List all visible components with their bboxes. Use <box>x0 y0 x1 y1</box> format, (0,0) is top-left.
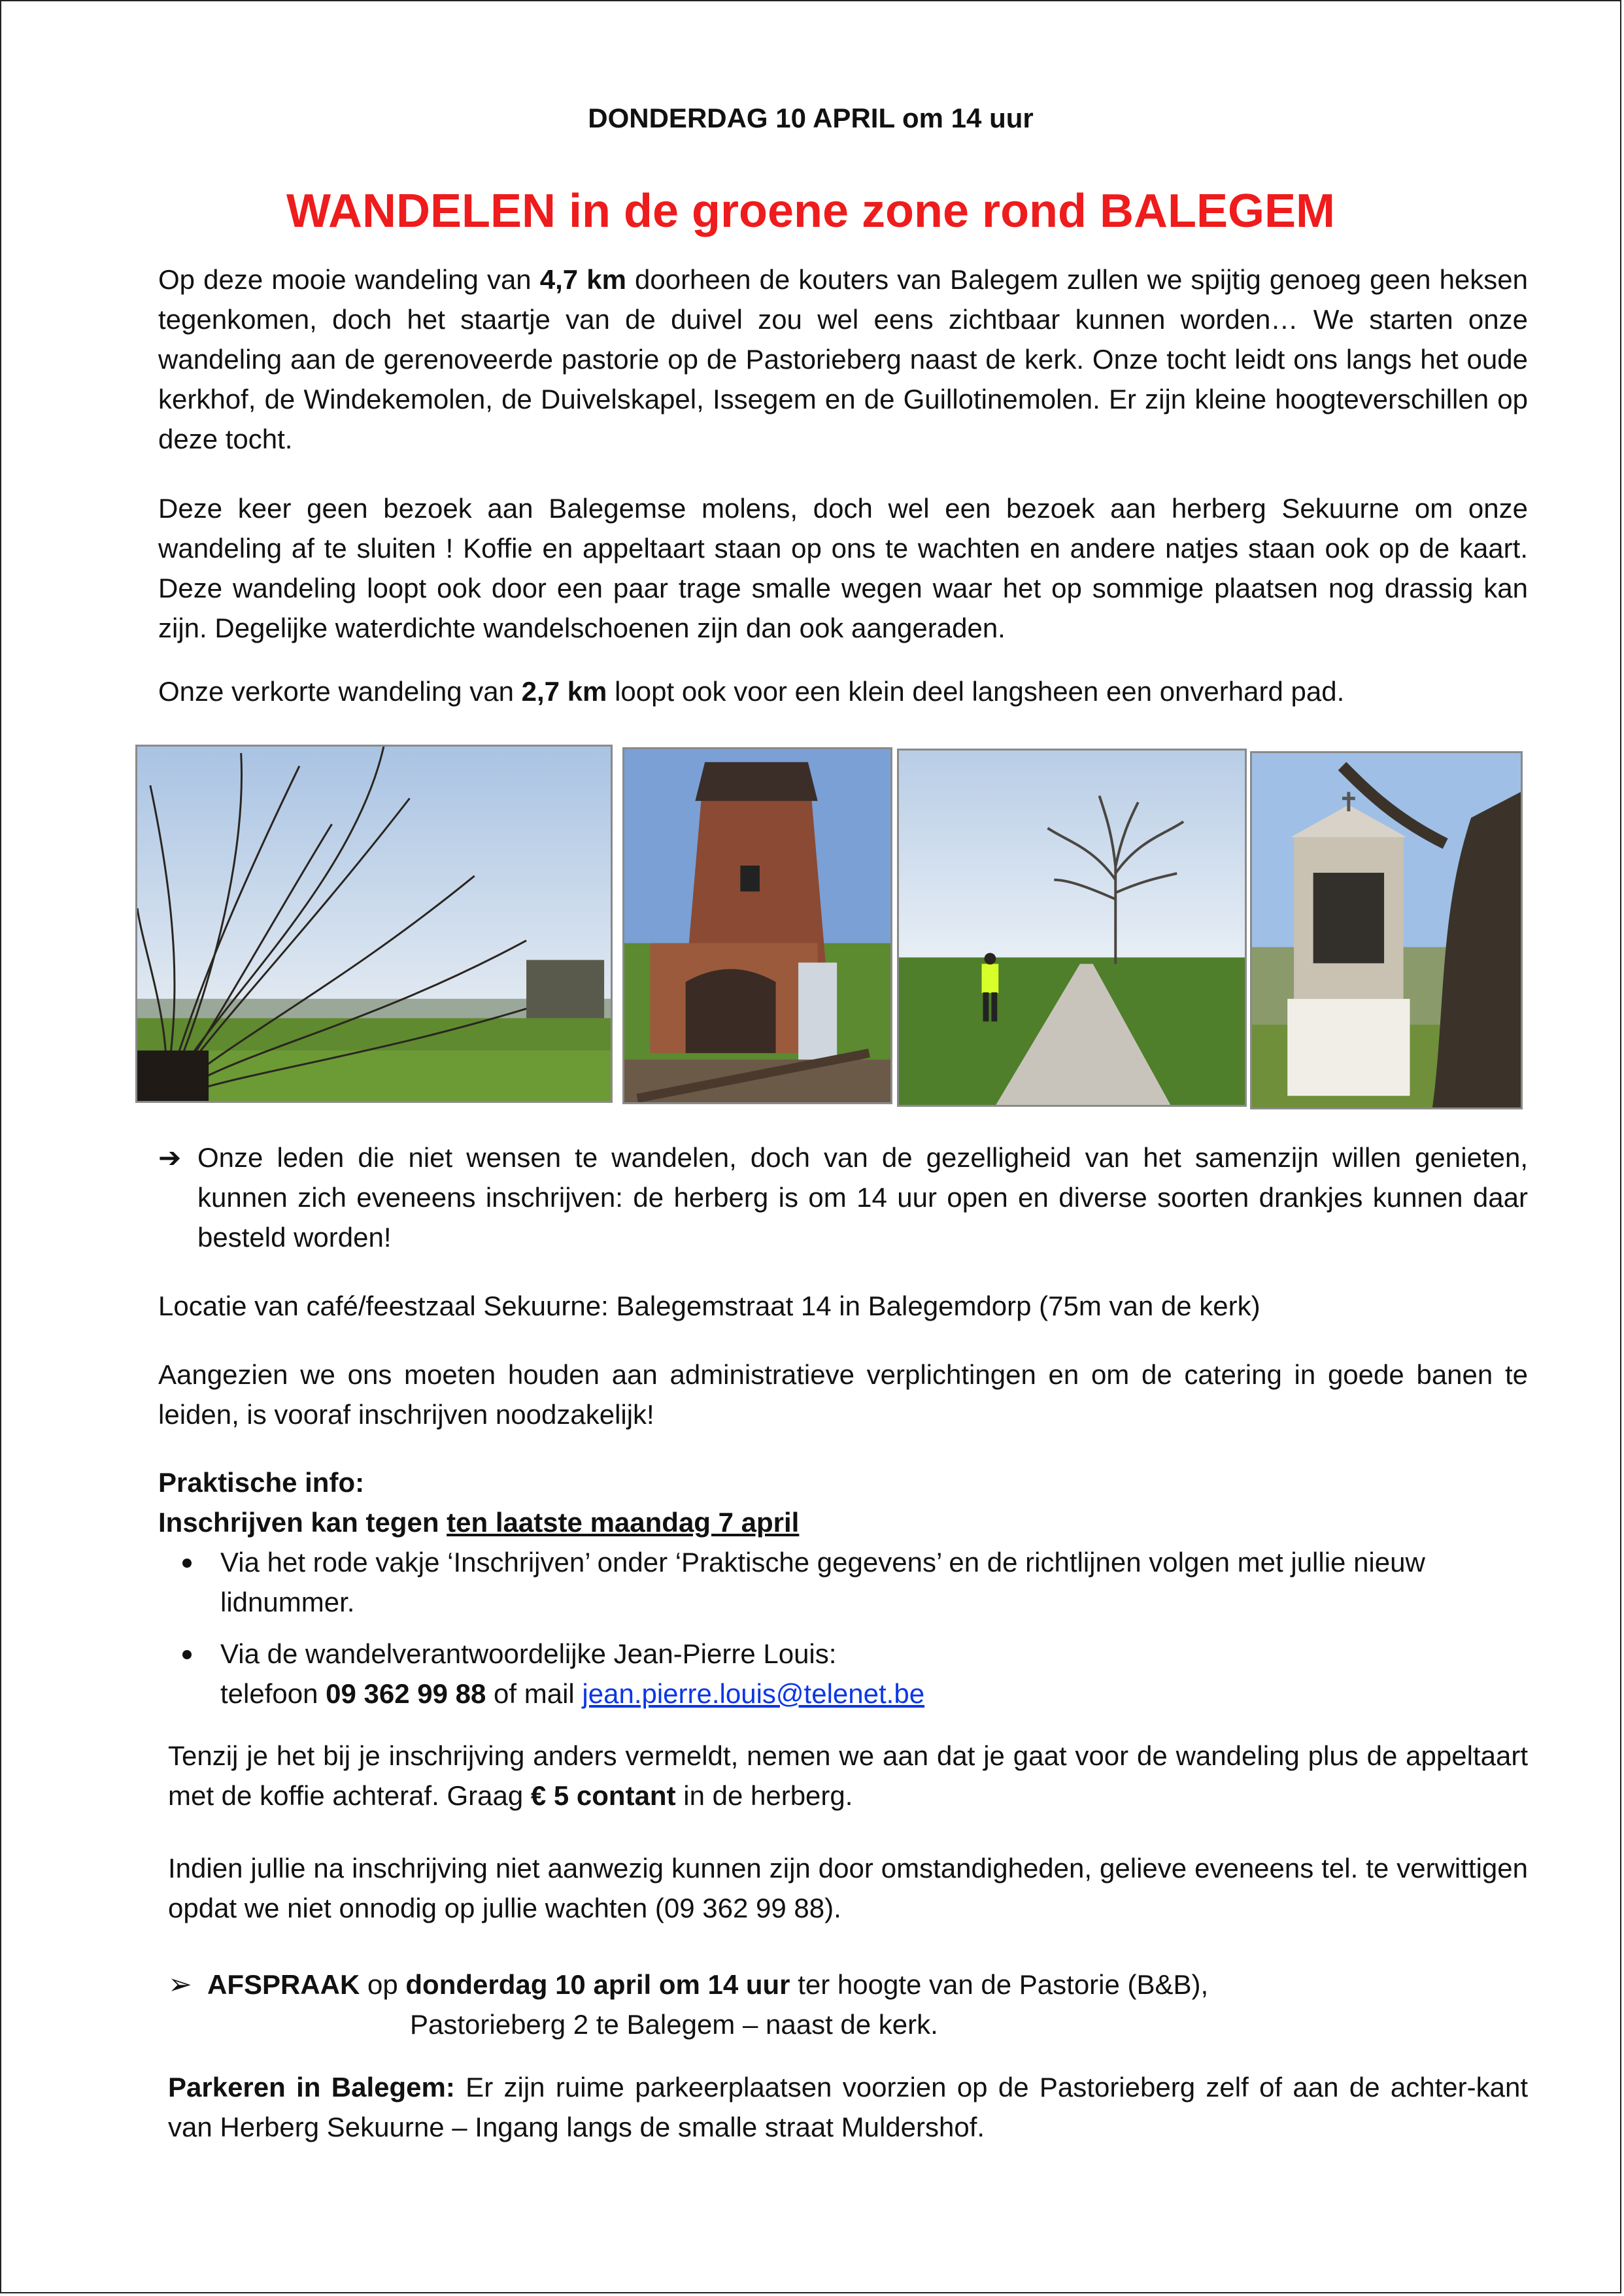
practical-info <box>158 1462 1528 1714</box>
windmill-photo <box>622 747 892 1104</box>
arrow-icon: ➔ <box>158 1142 182 1173</box>
triangle-arrow-icon: ➢ <box>168 1968 192 2001</box>
location-text: Locatie van café/feestzaal Sekuurne: Balegemstraat 14 in Balegemdorp (75m van de kerk) <box>158 1291 1260 1321</box>
option-website: Via het rode vakje ‘Inschrijven’ onder ‘Praktische gegevens’ en de richtlijnen volgen met jullie nieuw lidnummer. <box>220 1547 1425 1617</box>
short-distance: 2,7 km <box>521 676 607 707</box>
parking-label: Parkeren in Balegem: <box>168 2072 455 2102</box>
phone-label: telefoon <box>220 1678 326 1709</box>
page-title: WANDELEN in de groene zone rond BALEGEM <box>286 185 1336 237</box>
intro-paragraph-3 <box>158 671 1528 711</box>
appointment-place: ter hoogte van de Pastorie (B&B), <box>790 1969 1209 2000</box>
default-text: Tenzij je het bij je inschrijving anders vermeldt, nemen we aan dat je gaat voor de wandeling plus de appeltaart met de koffie achteraf. Graag <box>168 1740 1528 1811</box>
event-date-heading: DONDERDAG 10 APRIL om 14 uur <box>588 103 1034 133</box>
short-walk-text-cont: loopt ook voor een klein deel langsheen een onverhard pad. <box>607 676 1345 707</box>
appointment <box>168 1965 1528 2044</box>
email-link[interactable]: jean.pierre.louis@telenet.be <box>582 1678 925 1709</box>
appointment-op: op <box>360 1969 406 2000</box>
phone-number: 09 362 99 88 <box>326 1678 486 1709</box>
appointment-address: Pastorieberg 2 te Balegem – naast de kerk. <box>410 2009 938 2040</box>
long-distance: 4,7 km <box>539 264 626 295</box>
practical-heading: Praktische info: <box>158 1467 365 1498</box>
absence-text: Indien jullie na inschrijving niet aanwezig kunnen zijn door omstandigheden, gelieve eveneens tel. te verwittigen opdat we niet onnodig op jullie wachten (09 362 99 88). <box>168 1853 1528 1923</box>
deadline-date: ten laatste maandag 7 april <box>447 1507 800 1538</box>
appointment-label: AFSPRAAK <box>207 1969 360 2000</box>
intro-text-cont: doorheen de kouters van Balegem zullen we spijtig genoeg geen heksen tegenkomen, doch het staartje van de duivel zou wel eens zichtbaar kunnen worden… We starten onze wandeling aan de gerenoveerde pastorie op de Pastorieberg naast de kerk. Onze tocht leidt ons langs het oude kerkhof, de Windekemolen, de Duivelskapel, Issegem en de Guillotinemolen. Er zijn kleine hoogteverschillen op deze tocht. <box>158 264 1529 454</box>
country-road-walker-photo <box>897 749 1247 1107</box>
price: € 5 contant <box>530 1780 676 1811</box>
registration-options <box>158 1542 1528 1714</box>
appointment-datetime: donderdag 10 april om 14 uur <box>405 1969 790 2000</box>
admin-note <box>158 1355 1528 1434</box>
option-contact: Via de wandelverantwoordelijke Jean-Pierre Louis: <box>220 1638 837 1669</box>
list-item <box>168 1542 1528 1622</box>
intro-text: Op deze mooie wandeling van <box>158 264 540 295</box>
deadline-label: Inschrijven kan tegen <box>158 1507 447 1538</box>
willow-landscape-photo <box>135 745 613 1103</box>
absence-note <box>168 1848 1528 1928</box>
non-walkers-text: Onze leden die niet wensen te wandelen, doch van de gezelligheid van het samenzijn willen genieten, kunnen zich eveneens inschrijven: de herberg is om 14 uur open en diverse soorten drankjes kunnen daar besteld worden! <box>197 1142 1528 1253</box>
bullet-icon <box>182 1650 192 1659</box>
default-choice-note <box>168 1736 1528 1815</box>
short-walk-text: Onze verkorte wandeling van <box>158 676 522 707</box>
chapel-tree-photo <box>1250 751 1523 1109</box>
non-walkers-note <box>158 1138 1528 1257</box>
visit-text: Deze keer geen bezoek aan Balegemse molens, doch wel een bezoek aan herberg Sekuurne om onze wandeling af te sluiten ! Koffie en appeltaart staan op ons te wachten en andere natjes staan ook op de kaart. Deze wandeling loopt ook door een paar trage smalle wegen waar het op sommige plaatsen nog drassig kan zijn. Degelijke waterdichte wandelschoenen zijn dan ook aangeraden. <box>158 493 1528 643</box>
parking-info <box>168 2067 1528 2147</box>
list-item <box>168 1634 1528 1714</box>
admin-text: Aangezien we ons moeten houden aan administratieve verplichtingen en om de catering in goede banen te leiden, is vooraf inschrijven noodzakelijk! <box>158 1359 1528 1430</box>
parking-text: Er zijn ruime parkeerplaatsen voorzien op de Pastorieberg zelf of aan de achter-kant van Herberg Sekuurne – Ingang langs de smalle straat Muldershof. <box>168 2072 1528 2142</box>
photo-strip <box>135 743 1521 1109</box>
location-line <box>158 1286 1528 1326</box>
default-text-end: in de herberg. <box>675 1780 853 1811</box>
bullet-icon <box>182 1559 192 1568</box>
intro-paragraph-2 <box>158 488 1528 648</box>
mail-label: of mail <box>486 1678 583 1709</box>
intro-paragraph-1 <box>158 260 1528 459</box>
